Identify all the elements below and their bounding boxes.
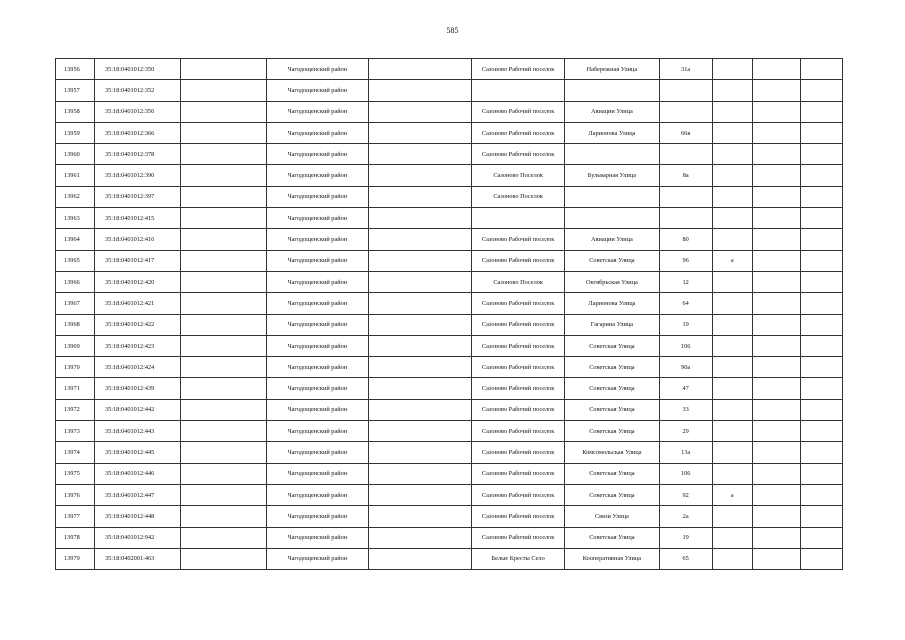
empty-cell [800, 101, 842, 122]
table-row [56, 271, 843, 292]
empty-cell [368, 250, 471, 271]
empty-cell [368, 165, 471, 186]
street-cell: Советская Улица [565, 335, 659, 356]
cadastral-number-cell: 35:18:0402001:463 [94, 548, 180, 569]
registry-table [55, 58, 843, 570]
empty-cell [181, 80, 267, 101]
empty-cell [368, 421, 471, 442]
settlement-cell [472, 208, 565, 229]
street-cell: Советская Улица [565, 463, 659, 484]
empty-cell [368, 548, 471, 569]
street-cell [565, 80, 659, 101]
house-cell: 80 [659, 229, 712, 250]
district-cell: Чагодощенский район [267, 399, 368, 420]
cadastral-number-cell: 35:18:0401012:445 [94, 442, 180, 463]
district-cell: Чагодощенский район [267, 548, 368, 569]
settlement-cell: Сазоново Рабочий поселок [472, 442, 565, 463]
house-cell: 66в [659, 122, 712, 143]
cadastral-number-cell: 35:18:0401012:417 [94, 250, 180, 271]
table-row [56, 463, 843, 484]
settlement-cell: Сазоново Рабочий поселок [472, 484, 565, 505]
letter-cell [712, 548, 752, 569]
house-cell: 106 [659, 463, 712, 484]
cadastral-number-cell: 35:18:0401012:448 [94, 506, 180, 527]
house-cell: 2а [659, 506, 712, 527]
record-number-cell: 13969 [56, 335, 95, 356]
table-row [56, 506, 843, 527]
empty-cell [800, 399, 842, 420]
street-cell: Советская Улица [565, 399, 659, 420]
table-row [56, 442, 843, 463]
table-row [56, 378, 843, 399]
settlement-cell: Сазоново Рабочий поселок [472, 463, 565, 484]
record-number-cell: 13961 [56, 165, 95, 186]
house-cell: 19 [659, 314, 712, 335]
empty-cell [752, 101, 800, 122]
settlement-cell: Сазоново Рабочий поселок [472, 378, 565, 399]
settlement-cell: Сазоново Рабочий поселок [472, 293, 565, 314]
district-cell: Чагодощенский район [267, 144, 368, 165]
empty-cell [752, 442, 800, 463]
empty-cell [800, 314, 842, 335]
registry-body [56, 59, 843, 570]
district-cell: Чагодощенский район [267, 271, 368, 292]
letter-cell [712, 186, 752, 207]
empty-cell [800, 378, 842, 399]
empty-cell [752, 527, 800, 548]
street-cell: Октябрьская Улица [565, 271, 659, 292]
empty-cell [368, 59, 471, 80]
cadastral-number-cell: 35:18:0401012:423 [94, 335, 180, 356]
street-cell: Кооперативная Улица [565, 548, 659, 569]
house-cell: 29 [659, 421, 712, 442]
house-cell [659, 144, 712, 165]
street-cell: Советская Улица [565, 484, 659, 505]
record-number-cell: 13976 [56, 484, 95, 505]
cadastral-number-cell: 35:18:0401012:443 [94, 421, 180, 442]
empty-cell [181, 293, 267, 314]
street-cell: Связи Улица [565, 506, 659, 527]
empty-cell [800, 484, 842, 505]
empty-cell [181, 463, 267, 484]
settlement-cell: Сазоново Рабочий поселок [472, 506, 565, 527]
letter-cell [712, 80, 752, 101]
district-cell: Чагодощенский район [267, 208, 368, 229]
empty-cell [752, 335, 800, 356]
empty-cell [181, 442, 267, 463]
district-cell: Чагодощенский район [267, 59, 368, 80]
district-cell: Чагодощенский район [267, 335, 368, 356]
empty-cell [368, 463, 471, 484]
empty-cell [752, 229, 800, 250]
settlement-cell: Сазоново Рабочий поселок [472, 144, 565, 165]
record-number-cell: 13971 [56, 378, 95, 399]
cadastral-number-cell: 35:18:0401012:420 [94, 271, 180, 292]
table-row [56, 208, 843, 229]
empty-cell [181, 506, 267, 527]
settlement-cell: Сазоново Рабочий поселок [472, 335, 565, 356]
house-cell: 8а [659, 165, 712, 186]
settlement-cell: Сазоново Рабочий поселок [472, 421, 565, 442]
empty-cell [368, 314, 471, 335]
street-cell [565, 208, 659, 229]
table-row [56, 250, 843, 271]
cadastral-number-cell: 35:18:0401012:424 [94, 357, 180, 378]
house-cell: 90а [659, 357, 712, 378]
empty-cell [800, 165, 842, 186]
empty-cell [181, 399, 267, 420]
empty-cell [368, 80, 471, 101]
record-number-cell: 13979 [56, 548, 95, 569]
record-number-cell: 13970 [56, 357, 95, 378]
empty-cell [800, 250, 842, 271]
table-row [56, 421, 843, 442]
street-cell: Ларионова Улица [565, 293, 659, 314]
empty-cell [752, 357, 800, 378]
house-cell: 19 [659, 527, 712, 548]
street-cell: Бульварная Улица [565, 165, 659, 186]
table-row [56, 293, 843, 314]
empty-cell [368, 357, 471, 378]
table-row [56, 484, 843, 505]
letter-cell [712, 442, 752, 463]
record-number-cell: 13958 [56, 101, 95, 122]
empty-cell [752, 186, 800, 207]
empty-cell [181, 144, 267, 165]
empty-cell [752, 271, 800, 292]
district-cell: Чагодощенский район [267, 80, 368, 101]
empty-cell [800, 421, 842, 442]
settlement-cell: Сазоново Поселок [472, 186, 565, 207]
table-row [56, 80, 843, 101]
settlement-cell: Сазоново Рабочий поселок [472, 399, 565, 420]
empty-cell [181, 357, 267, 378]
empty-cell [368, 271, 471, 292]
letter-cell [712, 101, 752, 122]
settlement-cell: Сазоново Рабочий поселок [472, 59, 565, 80]
empty-cell [752, 506, 800, 527]
empty-cell [368, 378, 471, 399]
street-cell: Ларионова Улица [565, 122, 659, 143]
empty-cell [752, 144, 800, 165]
record-number-cell: 13977 [56, 506, 95, 527]
empty-cell [368, 335, 471, 356]
letter-cell [712, 378, 752, 399]
street-cell: Советская Улица [565, 421, 659, 442]
table-row [56, 122, 843, 143]
cadastral-number-cell: 35:18:0401012:415 [94, 208, 180, 229]
district-cell: Чагодощенский район [267, 527, 368, 548]
settlement-cell: Сазоново Рабочий поселок [472, 314, 565, 335]
empty-cell [752, 165, 800, 186]
letter-cell [712, 229, 752, 250]
cadastral-number-cell: 35:18:0401012:446 [94, 463, 180, 484]
table-row [56, 314, 843, 335]
district-cell: Чагодощенский район [267, 378, 368, 399]
house-cell: 64 [659, 293, 712, 314]
house-cell: 12 [659, 271, 712, 292]
empty-cell [800, 548, 842, 569]
empty-cell [752, 314, 800, 335]
empty-cell [800, 122, 842, 143]
cadastral-number-cell: 35:18:0401012:442 [94, 399, 180, 420]
record-number-cell: 13967 [56, 293, 95, 314]
empty-cell [800, 527, 842, 548]
letter-cell [712, 421, 752, 442]
house-cell [659, 101, 712, 122]
settlement-cell: Сазоново Рабочий поселок [472, 527, 565, 548]
empty-cell [181, 208, 267, 229]
letter-cell [712, 335, 752, 356]
letter-cell [712, 314, 752, 335]
table-row [56, 399, 843, 420]
district-cell: Чагодощенский район [267, 293, 368, 314]
table-row [56, 335, 843, 356]
empty-cell [800, 442, 842, 463]
district-cell: Чагодощенский район [267, 165, 368, 186]
table-row [56, 165, 843, 186]
settlement-cell: Сазоново Поселок [472, 271, 565, 292]
table-row [56, 548, 843, 569]
page-number: 585 [446, 26, 459, 35]
district-cell: Чагодощенский район [267, 314, 368, 335]
empty-cell [181, 59, 267, 80]
letter-cell [712, 271, 752, 292]
empty-cell [800, 463, 842, 484]
empty-cell [368, 506, 471, 527]
house-cell [659, 208, 712, 229]
street-cell: Комсомольская Улица [565, 442, 659, 463]
empty-cell [752, 548, 800, 569]
empty-cell [181, 271, 267, 292]
empty-cell [752, 293, 800, 314]
settlement-cell: Сазоново Рабочий поселок [472, 357, 565, 378]
district-cell: Чагодощенский район [267, 229, 368, 250]
house-cell: 65 [659, 548, 712, 569]
letter-cell [712, 208, 752, 229]
district-cell: Чагодощенский район [267, 442, 368, 463]
cadastral-number-cell: 35:18:0401012:447 [94, 484, 180, 505]
cadastral-number-cell: 35:18:0401012:356 [94, 101, 180, 122]
letter-cell [712, 59, 752, 80]
empty-cell [181, 101, 267, 122]
empty-cell [800, 271, 842, 292]
house-cell [659, 186, 712, 207]
empty-cell [181, 335, 267, 356]
record-number-cell: 13963 [56, 208, 95, 229]
street-cell: Гагарина Улица [565, 314, 659, 335]
empty-cell [752, 208, 800, 229]
record-number-cell: 13966 [56, 271, 95, 292]
cadastral-number-cell: 35:18:0401012:416 [94, 229, 180, 250]
district-cell: Чагодощенский район [267, 421, 368, 442]
empty-cell [368, 293, 471, 314]
table-row [56, 357, 843, 378]
settlement-cell [472, 80, 565, 101]
empty-cell [752, 122, 800, 143]
settlement-cell: Сазоново Рабочий поселок [472, 229, 565, 250]
letter-cell [712, 293, 752, 314]
empty-cell [752, 59, 800, 80]
district-cell: Чагодощенский район [267, 357, 368, 378]
empty-cell [368, 186, 471, 207]
house-cell: 31а [659, 59, 712, 80]
empty-cell [800, 186, 842, 207]
street-cell: Советская Улица [565, 378, 659, 399]
letter-cell [712, 357, 752, 378]
empty-cell [800, 506, 842, 527]
record-number-cell: 13975 [56, 463, 95, 484]
table-row [56, 186, 843, 207]
empty-cell [800, 144, 842, 165]
empty-cell [368, 229, 471, 250]
empty-cell [752, 463, 800, 484]
record-number-cell: 13957 [56, 80, 95, 101]
house-cell: 47 [659, 378, 712, 399]
district-cell: Чагодощенский район [267, 484, 368, 505]
house-cell: 33 [659, 399, 712, 420]
record-number-cell: 13974 [56, 442, 95, 463]
empty-cell [368, 442, 471, 463]
record-number-cell: 13959 [56, 122, 95, 143]
street-cell: Советская Улица [565, 357, 659, 378]
cadastral-number-cell: 35:18:0401012:421 [94, 293, 180, 314]
record-number-cell: 13968 [56, 314, 95, 335]
cadastral-number-cell: 35:18:0401012:397 [94, 186, 180, 207]
district-cell: Чагодощенский район [267, 463, 368, 484]
settlement-cell: Сазоново Рабочий поселок [472, 122, 565, 143]
cadastral-number-cell: 35:18:0401012:390 [94, 165, 180, 186]
empty-cell [800, 335, 842, 356]
empty-cell [752, 421, 800, 442]
house-cell: 106 [659, 335, 712, 356]
record-number-cell: 13978 [56, 527, 95, 548]
empty-cell [752, 250, 800, 271]
house-cell: 96 [659, 250, 712, 271]
empty-cell [368, 484, 471, 505]
letter-cell: а [712, 250, 752, 271]
cadastral-number-cell: 35:18:0401012:378 [94, 144, 180, 165]
letter-cell [712, 399, 752, 420]
record-number-cell: 13962 [56, 186, 95, 207]
cadastral-number-cell: 35:18:0401012:439 [94, 378, 180, 399]
letter-cell [712, 165, 752, 186]
district-cell: Чагодощенский район [267, 506, 368, 527]
empty-cell [752, 399, 800, 420]
cadastral-number-cell: 35:18:0401012:366 [94, 122, 180, 143]
empty-cell [800, 357, 842, 378]
street-cell: Советская Улица [565, 527, 659, 548]
empty-cell [368, 122, 471, 143]
settlement-cell: Сазоново Рабочий поселок [472, 101, 565, 122]
empty-cell [181, 186, 267, 207]
street-cell [565, 144, 659, 165]
empty-cell [181, 314, 267, 335]
empty-cell [752, 80, 800, 101]
empty-cell [181, 527, 267, 548]
letter-cell [712, 506, 752, 527]
cadastral-number-cell: 35:18:0401012:942 [94, 527, 180, 548]
cadastral-number-cell: 35:18:0401012:350 [94, 59, 180, 80]
street-cell: Авиации Улица [565, 101, 659, 122]
record-number-cell: 13956 [56, 59, 95, 80]
district-cell: Чагодощенский район [267, 186, 368, 207]
district-cell: Чагодощенский район [267, 122, 368, 143]
record-number-cell: 13964 [56, 229, 95, 250]
street-cell [565, 186, 659, 207]
settlement-cell: Сазоново Поселок [472, 165, 565, 186]
district-cell: Чагодощенский район [267, 101, 368, 122]
settlement-cell: Сазоново Рабочий поселок [472, 250, 565, 271]
table-row [56, 59, 843, 80]
street-cell: Набережная Улица [565, 59, 659, 80]
empty-cell [752, 378, 800, 399]
empty-cell [181, 378, 267, 399]
empty-cell [368, 208, 471, 229]
street-cell: Авиации Улица [565, 229, 659, 250]
empty-cell [368, 101, 471, 122]
table-row [56, 101, 843, 122]
empty-cell [800, 59, 842, 80]
empty-cell [752, 484, 800, 505]
street-cell: Советская Улица [565, 250, 659, 271]
table-row [56, 229, 843, 250]
empty-cell [800, 229, 842, 250]
house-cell: 13а [659, 442, 712, 463]
empty-cell [181, 250, 267, 271]
letter-cell [712, 144, 752, 165]
letter-cell [712, 122, 752, 143]
empty-cell [368, 399, 471, 420]
table-row [56, 527, 843, 548]
letter-cell [712, 463, 752, 484]
cadastral-number-cell: 35:18:0401012:352 [94, 80, 180, 101]
record-number-cell: 13965 [56, 250, 95, 271]
house-cell [659, 80, 712, 101]
empty-cell [181, 229, 267, 250]
empty-cell [800, 293, 842, 314]
letter-cell [712, 527, 752, 548]
cadastral-number-cell: 35:18:0401012:422 [94, 314, 180, 335]
empty-cell [181, 548, 267, 569]
letter-cell: а [712, 484, 752, 505]
district-cell: Чагодощенский район [267, 250, 368, 271]
record-number-cell: 13973 [56, 421, 95, 442]
record-number-cell: 13960 [56, 144, 95, 165]
empty-cell [368, 527, 471, 548]
empty-cell [800, 80, 842, 101]
empty-cell [181, 484, 267, 505]
empty-cell [181, 165, 267, 186]
empty-cell [368, 144, 471, 165]
house-cell: 92 [659, 484, 712, 505]
empty-cell [181, 122, 267, 143]
record-number-cell: 13972 [56, 399, 95, 420]
table-row [56, 144, 843, 165]
empty-cell [181, 421, 267, 442]
empty-cell [800, 208, 842, 229]
settlement-cell: Белые Кресты Село [472, 548, 565, 569]
